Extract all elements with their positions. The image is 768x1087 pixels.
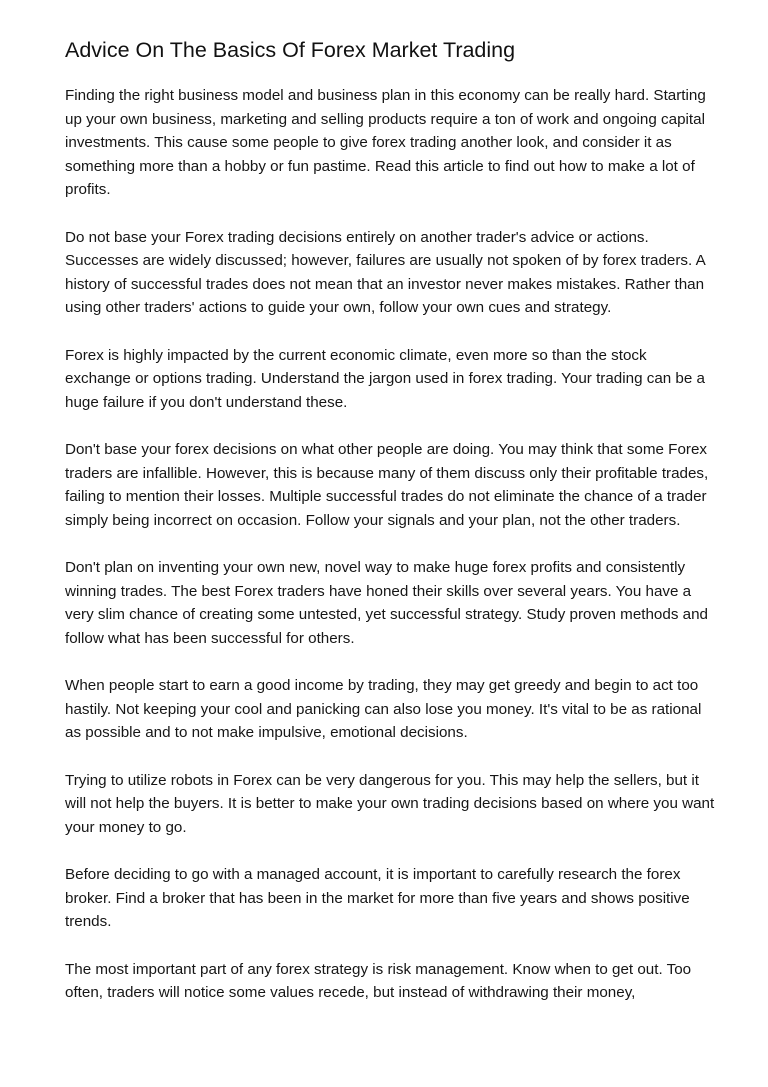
paragraph-risk-management: The most important part of any forex strategy is risk management. Know when to get out. Too often, traders will notice some values recede, but instead of withdrawing their money, bbox=[65, 960, 692, 1001]
paragraph-trader-advice: Do not base your Forex trading decisions entirely on another trader's advice or actions. Successes are widely discussed; however, failures are usually not spoken of by forex traders. A history of successful trades does not mean that an investor never makes mistakes. Rather than using other traders' actions to guide your own, follow your own cues and strategy. bbox=[65, 228, 705, 316]
paragraph-robots: Trying to utilize robots in Forex can be very dangerous for you. This may help the sellers, but it will not help the buyers. It is better to make your own trading decisions based on where you want your money to go. bbox=[65, 771, 715, 836]
paragraph-greedy: When people start to earn a good income by trading, they may get greedy and begin to act too hastily. Not keeping your cool and panicking can also lose you money. It's vital to be as rational as possible and to not make impulsive, emotional decisions. bbox=[65, 677, 702, 741]
document-page bbox=[65, 36, 715, 1029]
document-title: Advice On The Basics Of Forex Market Trading bbox=[65, 38, 516, 62]
paragraph-economic-climate: Forex is highly impacted by the current economic climate, even more so than the stock exchange or options trading. Understand the jargon used in forex trading. Your trading can be a huge failure if you don't understand these. bbox=[65, 346, 705, 411]
paragraph-managed-account: Before deciding to go with a managed account, it is important to carefully research the forex broker. Find a broker that has been in the market for more than five years and shows positive trends. bbox=[65, 866, 690, 930]
paragraph-intro: Finding the right business model and business plan in this economy can be really hard. Starting up your own business, marketing and selling products require a ton of work and ongoing capital investments. This cause some people to give forex trading another look, and consider it as something more than a hobby or fun pastime. Read this article to find out how to make a lot of profits. bbox=[65, 87, 706, 198]
paragraph-novel-way: Don't plan on inventing your own new, novel way to make huge forex profits and consistently winning trades. The best Forex traders have honed their skills over several years. You have a very slim chance of creating some untested, yet successful strategy. Study proven methods and follow what has been successful for others. bbox=[65, 559, 708, 647]
paragraph-other-people: Don't base your forex decisions on what other people are doing. You may think that some Forex traders are infallible. However, this is because many of them discuss only their profitable trades, failing to mention their losses. Multiple successful trades do not eliminate the chance of a trader simply being incorrect on occasion. Follow your signals and your plan, not the other traders. bbox=[65, 441, 709, 529]
